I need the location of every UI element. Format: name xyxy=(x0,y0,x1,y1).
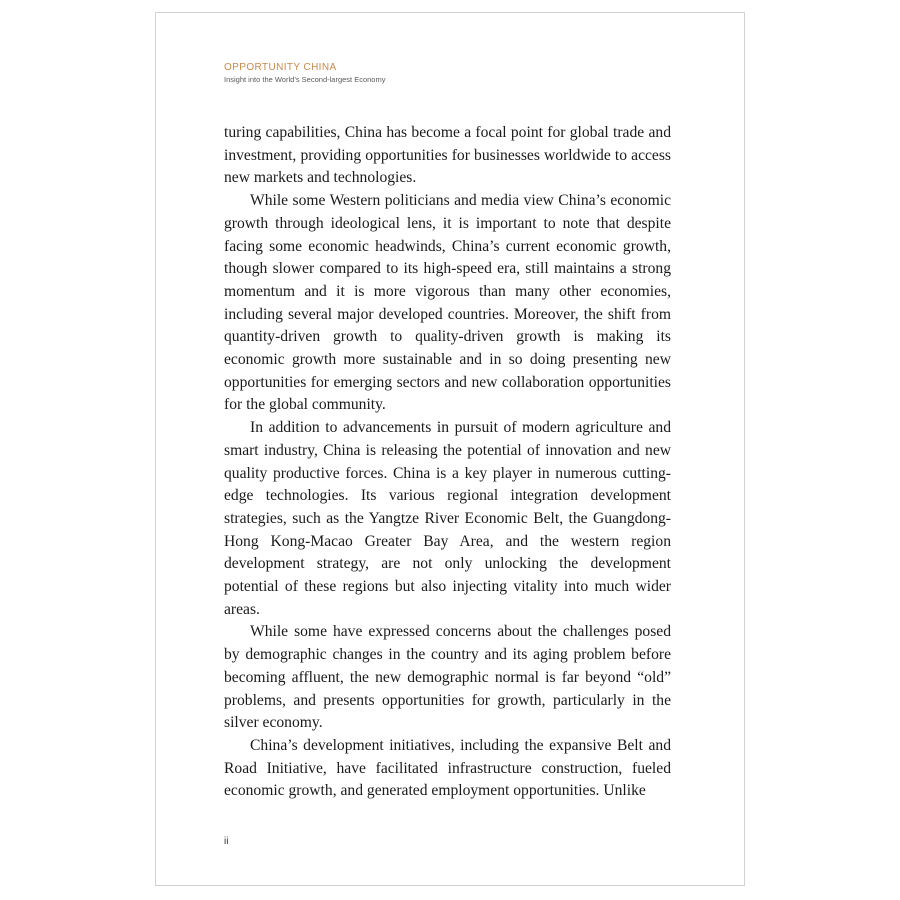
paragraph-continued: turing capabilities, China has become a focal point for global trade and investment, providing opportunities for businesses worldwide to access new markets and technologies. xyxy=(224,124,671,187)
paragraph: China’s development initiatives, including the expansive Belt and Road Initiative, have facilitated infrastructure construction, fueled economic growth, and generated employment opportunities. Unlike xyxy=(224,736,671,800)
book-page xyxy=(155,12,745,886)
body-text xyxy=(224,122,671,803)
paragraph: While some have expressed concerns about the challenges posed by demographic changes in the country and its aging problem before becoming affluent, the new demographic normal is far beyond “old” problems, and presents opportunities for growth, particularly in the silver economy. xyxy=(224,623,671,732)
running-header xyxy=(224,61,385,85)
header-title: OPPORTUNITY CHINA xyxy=(224,62,337,73)
header-subtitle: Insight into the World’s Second-largest Economy xyxy=(224,75,386,84)
paragraph: In addition to advancements in pursuit of modern agriculture and smart industry, China is releasing the potential of innovation and new quality productive forces. China is a key player in numerous cutting-edge technologies. Its various regional integration development strategies, such as the Yangtze River Economic Belt, the Guangdong-Hong Kong-Macao Greater Bay Area, and the western region development strategy, are not only unlocking the development potential of these regions but also injecting vitality into much wider areas. xyxy=(224,419,671,618)
paragraph: While some Western politicians and media view China’s economic growth through ideological lens, it is important to note that despite facing some economic headwinds, China’s current economic growth, though slower compared to its high-speed era, still maintains a strong momentum and it is more vigorous than many other economies, including several major developed countries. Moreover, the shift from quantity-driven growth to quality-driven growth is making its economic growth more sustainable and in so doing presenting new opportunities for emerging sectors and new collaboration opportunities for the global community. xyxy=(224,192,671,414)
page-number: ii xyxy=(224,836,229,847)
